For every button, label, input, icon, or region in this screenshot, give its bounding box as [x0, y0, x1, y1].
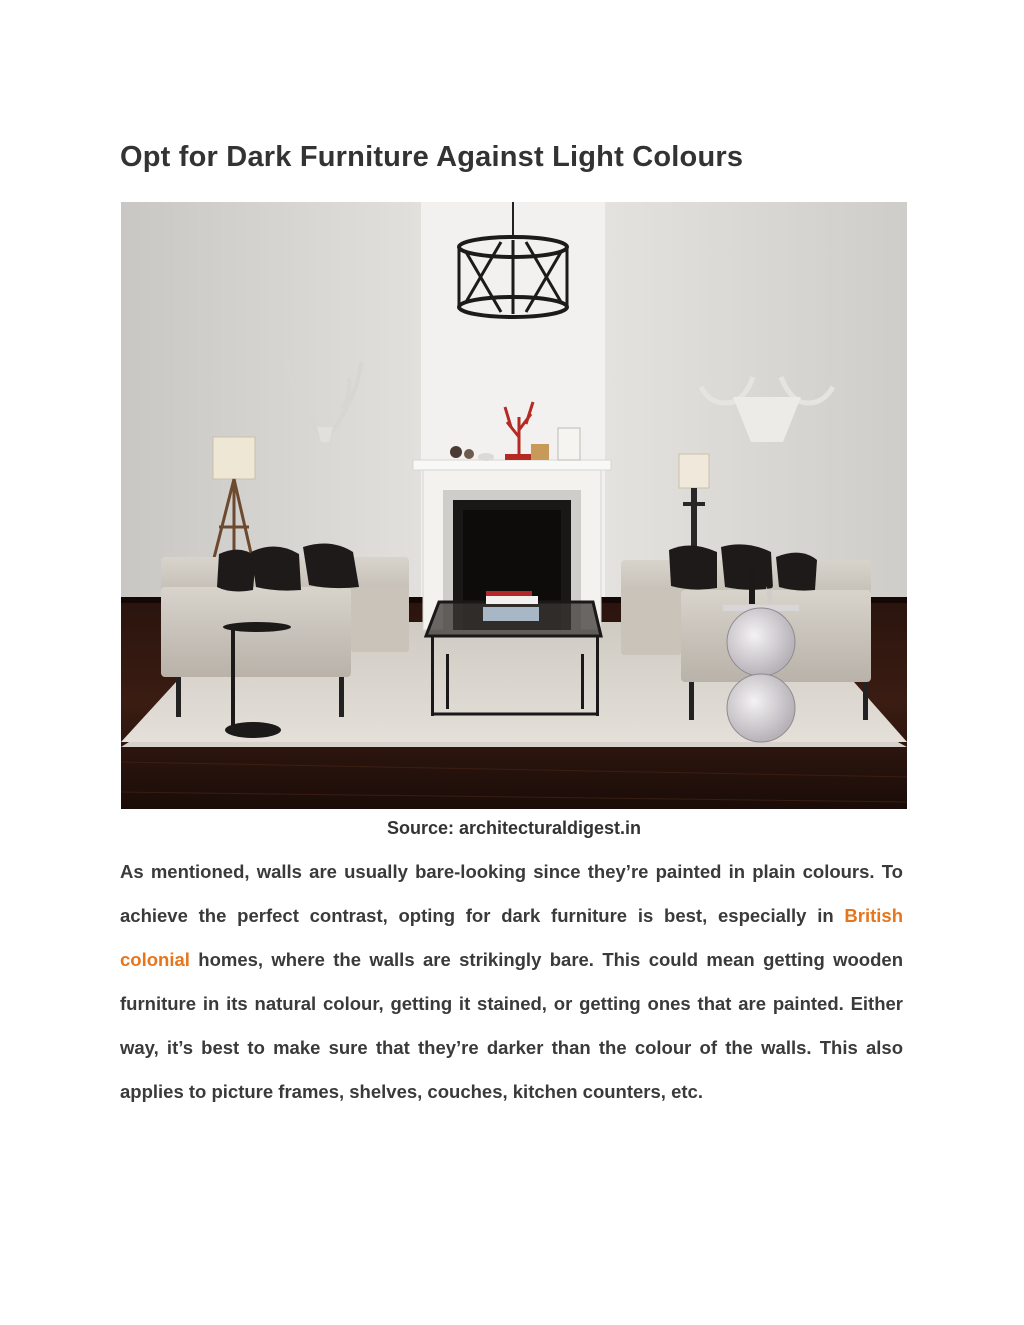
page-title: Opt for Dark Furniture Against Light Colours [120, 141, 744, 173]
paragraph-text-start: As mentioned, walls are usually bare-looking since they’re painted in plain colours. To achieve the perfect contrast, opting for dark furniture is best, especially in [120, 861, 903, 926]
body-paragraph [120, 850, 903, 1114]
british-colonial-link[interactable]: British colonial [120, 905, 903, 970]
living-room-photo [121, 202, 907, 809]
image-caption: Source: architecturaldigest.in [386, 818, 642, 838]
paragraph-text-end: homes, where the walls are strikingly bare. This could mean getting wooden furniture in its natural colour, getting it stained, or getting ones that are painted. Either way, it’s best to make sure that they’re darker than the colour of the walls. This also applies to picture frames, shelves, couches, kitchen counters, etc. [120, 949, 903, 1102]
